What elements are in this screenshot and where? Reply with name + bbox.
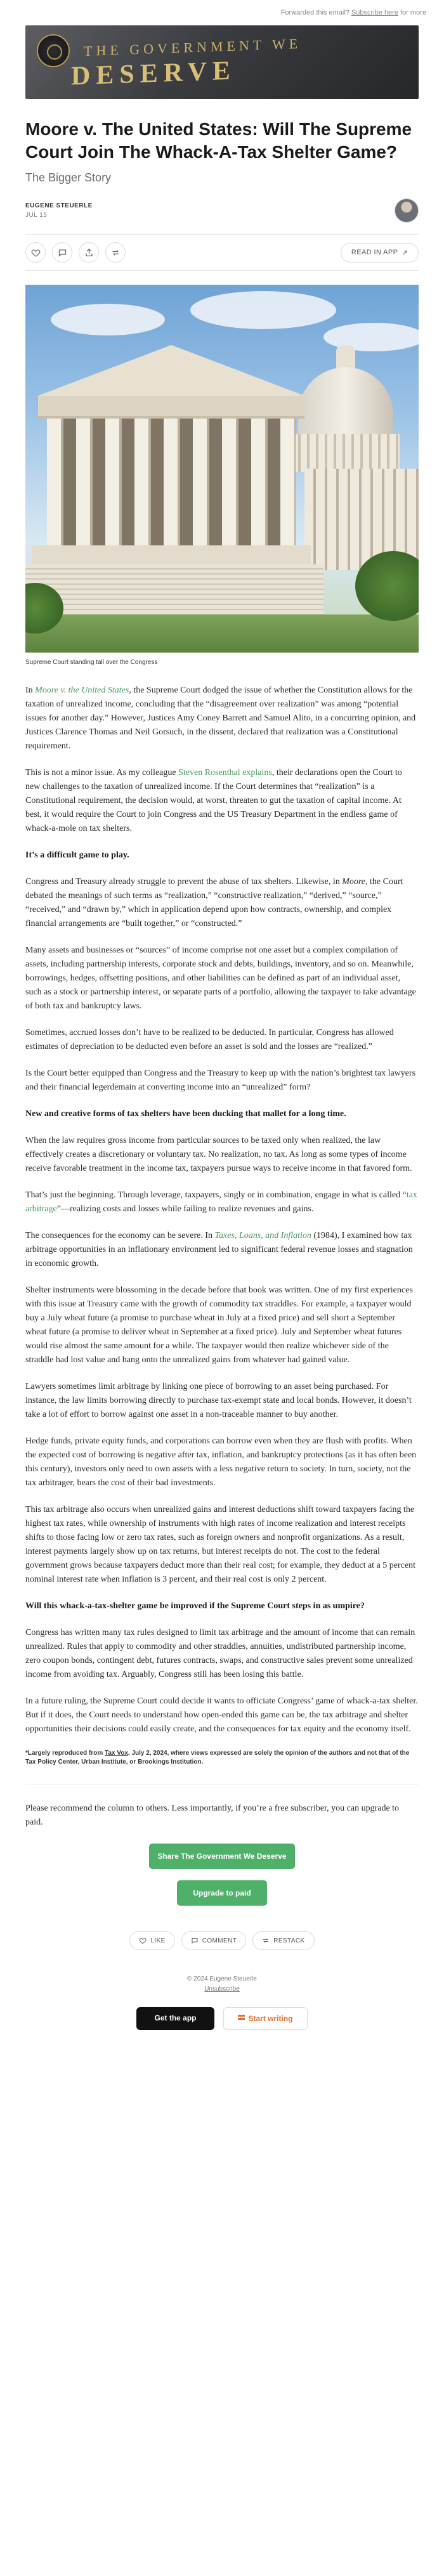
- paragraph: Hedge funds, private equity funds, and corporations can borrow even when they are flush with profits. When the expected cost of borrowing is negative after tax, inflation, and bankruptcy protections (as it has often been this century), investors only need to own assets with a less negative return to society. In turn, society, not the tax arbitrager, bears the cost of their bad investments.: [25, 1436, 417, 1488]
- paragraph: This tax arbitrage also occurs when unrealized gains and interest deductions shift toward taxpayers facing the highest tax rates, while ownership of instruments with high rates of income realization and interest receipts shifts to those facing low or zero tax rates, such as foreign owners and nonprofit organizations. As a result, interest payments largely show up on tax returns, but interest receipts do not. The cost to the federal government grows because taxpayers deduct more than their real cost; for example, they deduct at a 5 percent nominal interest rate when inflation is 3 percent, and their real cost is only 2 percent.: [25, 1505, 415, 1584]
- forward-suffix: for more: [400, 9, 426, 16]
- share-icon: [84, 248, 94, 257]
- banner-line1: THE GOVERNMENT WE: [84, 36, 302, 59]
- seal-logo: [37, 34, 70, 67]
- post-subtitle: The Bigger Story: [25, 171, 112, 184]
- banner-line2: DESERVE: [71, 56, 236, 91]
- tax-vox-link[interactable]: Tax Vox: [105, 1750, 128, 1757]
- post-action-bar: [25, 234, 419, 271]
- section-heading: It’s a difficult game to play.: [25, 850, 129, 860]
- paragraph: Lawyers sometimes limit arbitrage by linking one piece of borrowing to an asset being purchased. For instance, the law limits borrowing directly to purchase tax-exempt state and local bonds. However, it doesn’t take a lot of effort to borrow against one asset in a non-traceable manner to buy another.: [25, 1382, 412, 1419]
- heart-icon: [139, 1937, 147, 1944]
- paragraph: That’s just the beginning. Through leverage, taxpayers, singly or in combination, engage in what is called “tax arbitrage”—realizing costs and losses while failing to realize revenues and gains.: [25, 1190, 417, 1214]
- author-avatar[interactable]: [395, 198, 419, 223]
- read-in-app-label: READ IN APP: [351, 249, 398, 256]
- engagement-bar: [25, 1931, 419, 1963]
- paragraph: Many assets and businesses or “sources” of income comprise not one asset but a complex compilation of assets, including partnership interests, corporate stock and debts, buildings, inventory, and so on. Meanwhile, borrowings, hedges, offsetting positions, and other liabilities can be defined as part of an individual asset, such as a stock or partnership interest, or separate parts of a portfolio, allowing the taxpayer to take advantage of both tax and bankruptcy laws.: [25, 946, 416, 1011]
- restack-icon: [262, 1937, 270, 1944]
- footer: [25, 1974, 419, 1994]
- author-name[interactable]: EUGENE STEUERLE: [25, 202, 93, 209]
- restack-icon: [111, 248, 121, 257]
- moore-case-link[interactable]: Moore v. the United States: [35, 686, 129, 695]
- article-body: [25, 684, 419, 1736]
- byline: [25, 198, 419, 223]
- paragraph: In a future ruling, the Supreme Court could decide it wants to officiate Congress’ game of whack-a-tax shelter. But if it does, the Court needs to understand how open-ended this game can be, the tax arbitrage and shelter opportunities their decisions could easily create, and the consequences for tax equity and the economy itself.: [25, 1696, 418, 1734]
- post-title[interactable]: Moore v. The United States: Will The Supreme Court Join The Whack-A-Tax Shelter Game?: [25, 119, 412, 162]
- post-date: JUL 15: [25, 212, 48, 219]
- copyright: © 2024 Eugene Steuerle: [187, 1975, 257, 1982]
- tax-arbitrage-link[interactable]: tax arbitrage: [25, 1190, 417, 1214]
- comment-icon: [191, 1937, 199, 1944]
- substack-icon: [238, 2015, 245, 2022]
- upgrade-to-paid-button[interactable]: Upgrade to paid: [177, 1880, 267, 1906]
- paragraph: Sometimes, accrued losses don’t have to be realized to be deducted. In particular, Congress has allowed estimates of depreciation to be deducted even before an asset is sold and the losses are “realized.”: [25, 1028, 394, 1051]
- footnote: *Largely reproduced from Tax Vox, July 2, 2024, where views expressed are solely the opinion of the authors and not that of the Tax Policy Center, Urban Institute, or Brookings Institution.: [25, 1749, 419, 1785]
- publication-banner[interactable]: [25, 25, 419, 99]
- subscribe-link[interactable]: Subscribe here: [351, 9, 398, 16]
- paragraph: Congress and Treasury already struggle to prevent the abuse of tax shelters. Likewise, in Moore, the Court debated the meanings of such terms as “realization,” “constructive realization,” “derived,” “source,” “received,” and “drawn by,” which in application depend upon how contracts, ownership, and complex financial arrangements are “built together,” or “constructed.”: [25, 877, 403, 928]
- rosenthal-link[interactable]: Steven Rosenthal explains: [178, 768, 272, 777]
- heart-icon: [31, 248, 41, 257]
- restack-button[interactable]: [105, 242, 126, 263]
- image-caption: Supreme Court standing tall over the Congress: [25, 659, 158, 666]
- get-app-button[interactable]: Get the app: [136, 2007, 214, 2030]
- paragraph: When the law requires gross income from particular sources to be taxed only when realized, the law effectively creates a discretionary or voluntary tax. No realization, no tax. As long as some types of income receive favorable treatment in the income tax, taxpayers pursue ways to receive income in that favored form.: [25, 1136, 412, 1173]
- forward-notice: [0, 0, 444, 25]
- comment-button[interactable]: [52, 242, 72, 263]
- section-heading: Will this whack-a-tax-shelter game be improved if the Supreme Court steps in as umpire?: [25, 1601, 365, 1611]
- paragraph: Congress has written many tax rules designed to limit tax arbitrage and the amount of income that can remain unrealized. Rules that apply to commodity and other straddles, annuities, undistributed partnership income, zero coupon bonds, contingent debt, futures contracts, swaps, and constructive sales prevent some unrealized income from avoiding tax. Arguably, Congress still has been losing this battle.: [25, 1628, 415, 1679]
- read-in-app-button[interactable]: [341, 243, 419, 263]
- share-publication-button[interactable]: Share The Government We Deserve: [149, 1844, 295, 1869]
- paragraph: In Moore v. the United States, the Supreme Court dodged the issue of whether the Constitution allows for the taxation of unrealized income, concluding that the “disagreement over realization” was among “potential issues for another day.” However, Justices Amy Coney Barrett and Samuel Alito, in a concurring opinion, and Justices Clarence Thomas and Neil Gorsuch, in the dissent, declared that realization was a Constitutional requirement.: [25, 686, 416, 751]
- paragraph: This is not a minor issue. As my colleague Steven Rosenthal explains, their declarations open the Court to new challenges to the taxation of unrealized income. If the Court determines that “realization” is a Constitutional requirement, the decision would, at worst, threaten to gut the taxation of capital income. At best, it would require the Court to join Congress and the US Treasury Department in the endless game of whack-a-mole on tax shelters.: [25, 768, 402, 833]
- like-button[interactable]: [25, 242, 46, 263]
- footer-comment-button[interactable]: COMMENT: [181, 1931, 246, 1950]
- start-writing-button[interactable]: Start writing: [223, 2007, 308, 2030]
- paragraph: The consequences for the economy can be severe. In Taxes, Loans, and Inflation (1984), I examined how tax arbitrage opportunities in an inflationary environment led to significant federal revenue losses and stagnation in economic growth.: [25, 1231, 413, 1268]
- book-link[interactable]: Taxes, Loans, and Inflation: [214, 1231, 311, 1240]
- footer-like-button[interactable]: LIKE: [129, 1931, 174, 1950]
- forward-text: Forwarded this email?: [280, 9, 349, 16]
- share-button[interactable]: [79, 242, 99, 263]
- section-heading: New and creative forms of tax shelters have been ducking that mallet for a long time.: [25, 1109, 346, 1119]
- paragraph: Is the Court better equipped than Congress and the Treasury to keep up with the nation’s brightest tax lawyers and their financial legerdemain at converting income into an “unrealized” form?: [25, 1069, 416, 1092]
- app-buttons: [25, 2007, 419, 2049]
- capitol-image[interactable]: [25, 285, 419, 653]
- unsubscribe-link[interactable]: Unsubscribe: [204, 1986, 240, 1993]
- footer-restack-button[interactable]: RESTACK: [252, 1931, 314, 1950]
- comment-icon: [58, 248, 67, 257]
- external-arrow-icon: ↗: [402, 249, 408, 257]
- recommend-text: Please recommend the column to others. Less importantly, if you’re a free subscriber, you can upgrade to paid.: [25, 1804, 400, 1827]
- paragraph: Shelter instruments were blossoming in the decade before that book was written. One of my first experiences with this issue at Treasury came with the growth of commodity tax straddles. For example, a taxpayer would buy a July wheat future (a promise to purchase wheat in July at a fixed price) and sell short a September wheat future (a promise to deliver wheat in September at a fixed price). July and September wheat futures would rise almost the same amount for a while. The taxpayer would then realize whichever side of the straddle had lost value and hang onto the unrealized gains from whatever had gained value.: [25, 1285, 413, 1365]
